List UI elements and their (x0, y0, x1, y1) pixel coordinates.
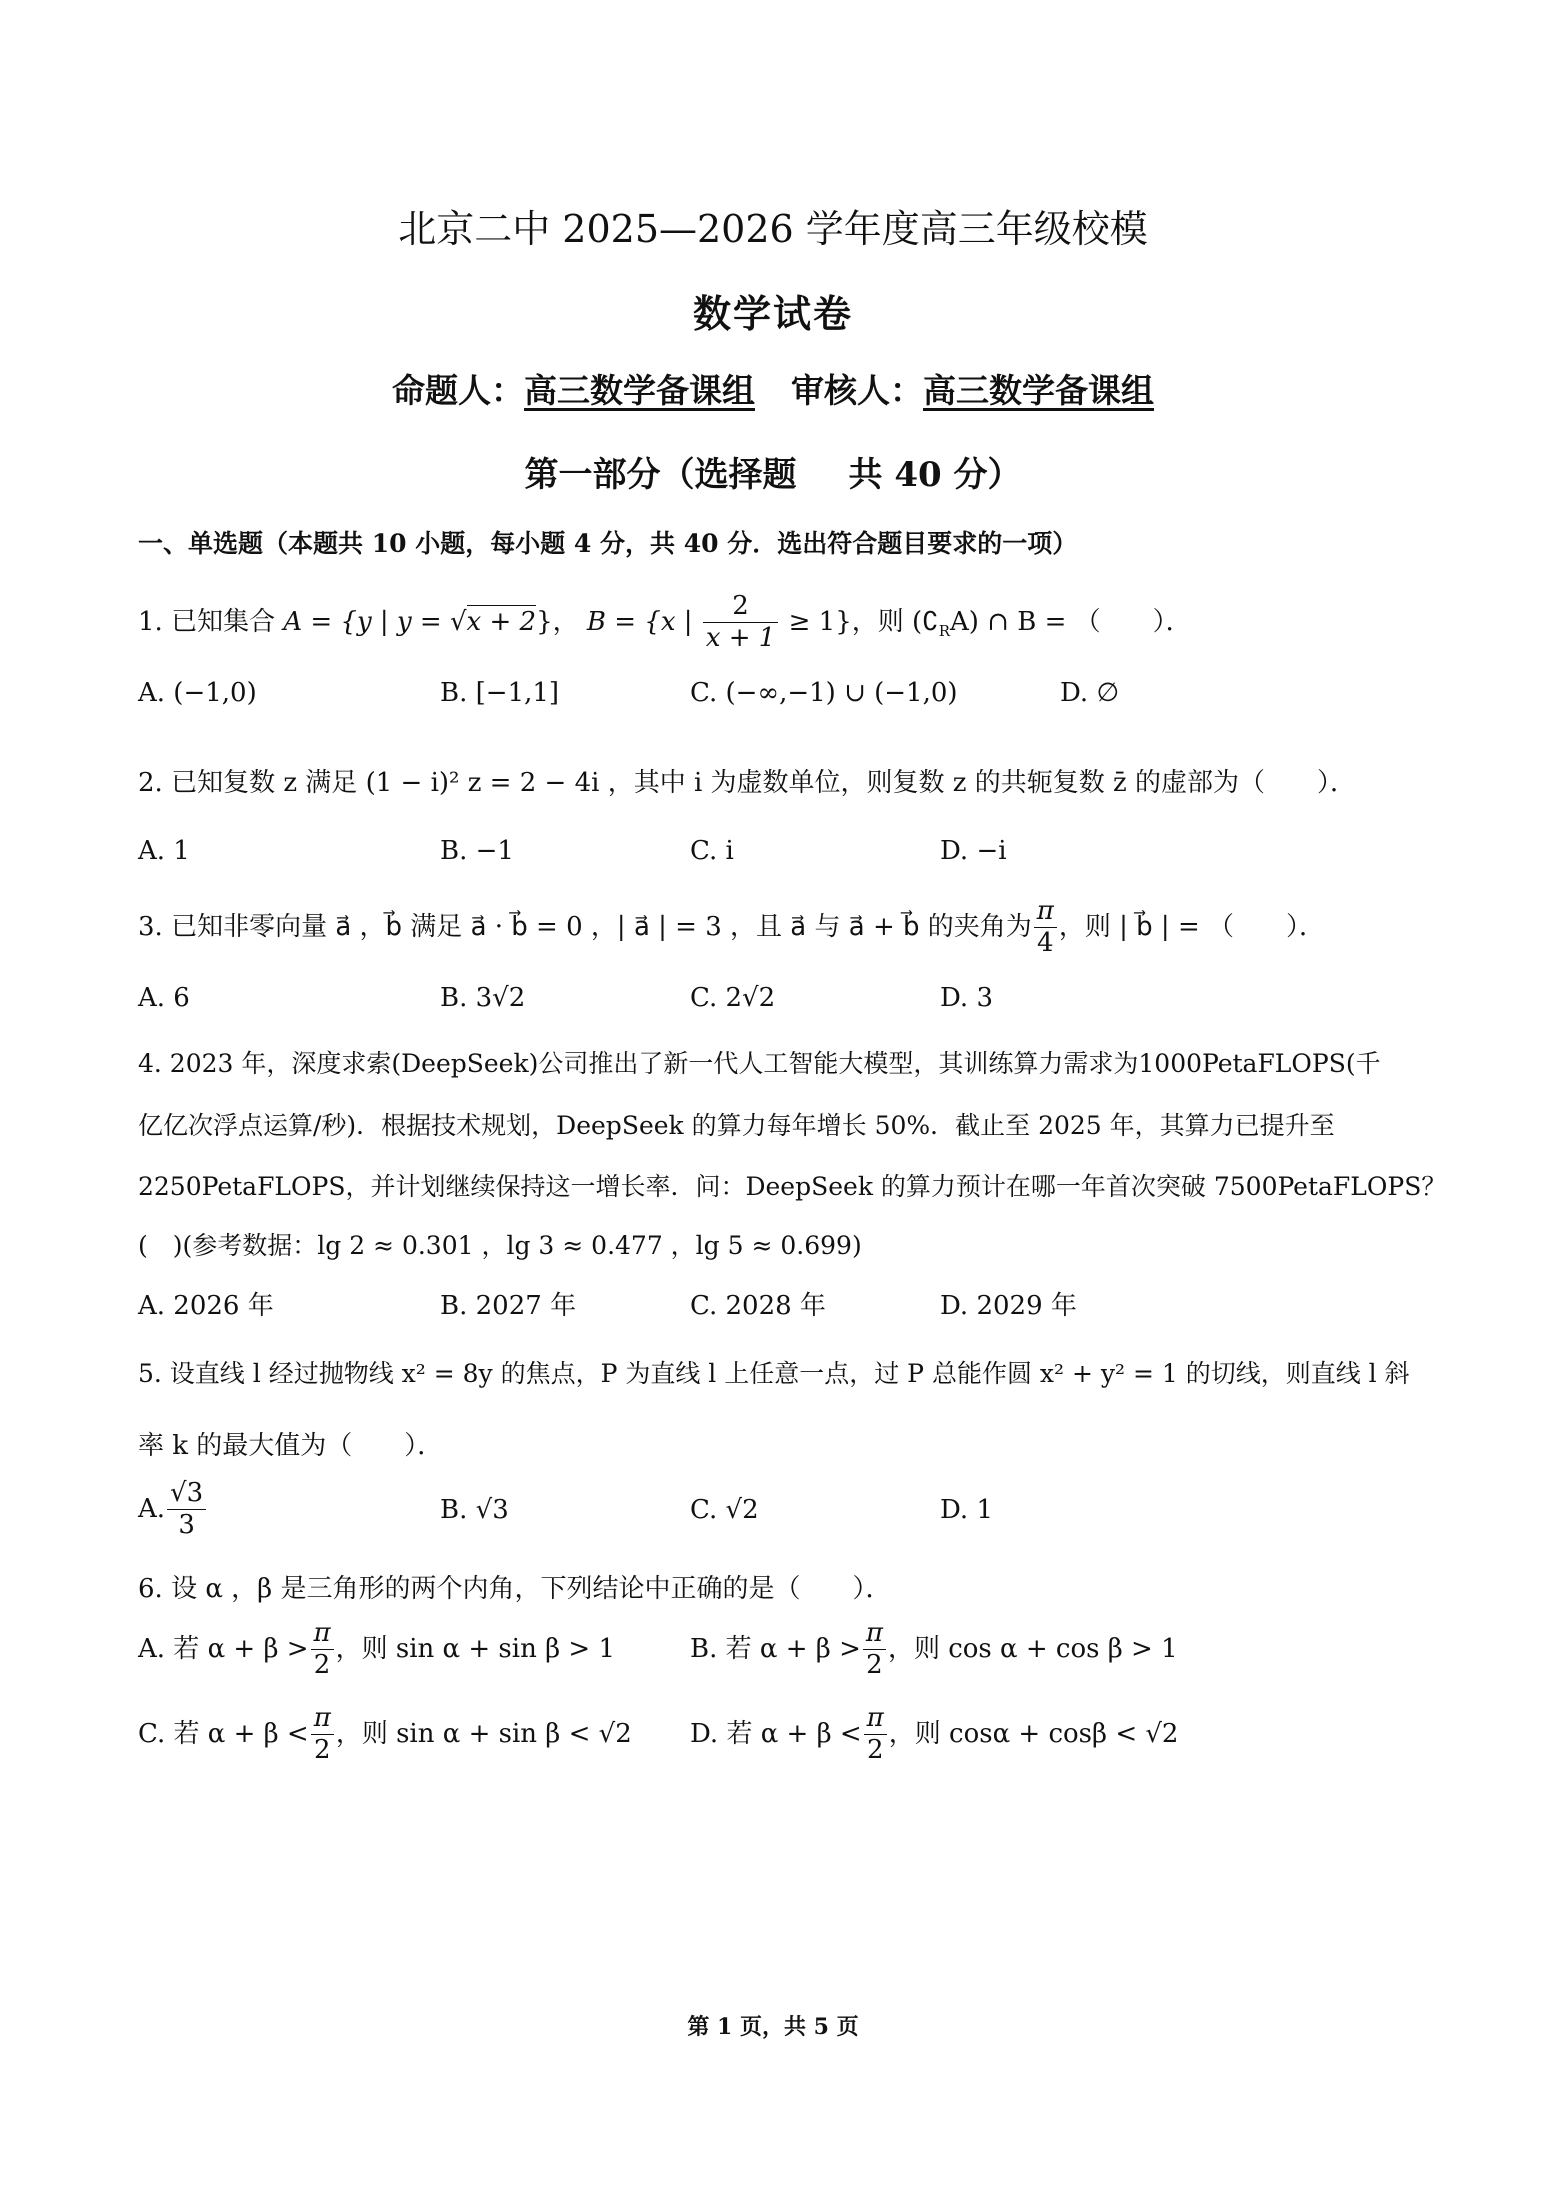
q6-option-a-den: 2 (313, 1650, 331, 1681)
q6-option-b-post: ，则 cos α + cos β > 1 (887, 1633, 1178, 1664)
question-6-stem: 6. 设 α ，β 是三角形的两个内角，下列结论中正确的是（ ）． (138, 1574, 892, 1604)
q6-option-b-num: π (863, 1620, 886, 1650)
q6-option-a-post: ，则 sin α + sin β > 1 (335, 1633, 615, 1664)
q3-fraction (1034, 898, 1057, 958)
question-4-line-3: 2250PetaFLOPS，并计划继续保持这一增长率．问：DeepSeek 的算力预计在哪一年首次突破 7500PetaFLOPS？ (138, 1172, 1447, 1201)
q1-option-d: D. ∅ (1060, 678, 1120, 708)
q2-option-a: A. 1 (138, 836, 190, 866)
q6-option-c-den: 2 (313, 1735, 331, 1766)
q6-option-a-num: π (311, 1620, 334, 1650)
q5-option-a-fraction (167, 1480, 206, 1540)
q3-fraction-den: 4 (1037, 928, 1054, 959)
q1-fraction (703, 593, 779, 653)
q6-option-c-fraction (311, 1705, 334, 1765)
q6-option-c (138, 1705, 632, 1765)
q3-tail: ，则 | b⃗ | = （ ）． (1058, 911, 1325, 942)
section-heading: 一、单选题（本题共 10 小题，每小题 4 分，共 40 分．选出符合题目要求的一项） (138, 529, 1078, 558)
q2-option-b: B. −1 (440, 836, 514, 866)
q4-option-b: B. 2027 年 (440, 1291, 577, 1321)
q5-option-a-den: 3 (178, 1510, 195, 1541)
q6-option-d-pre: D. 若 α + β < (690, 1718, 862, 1749)
q6-option-b-pre: B. 若 α + β > (690, 1633, 861, 1664)
question-1-stem: 1. 已知集合 A = {y | y = √x + 2}， B = {x | $\frac{2}{x + 1}$ ≥ 1}，则 $(∁_RA)$ ∩ B = （ ）． (138, 591, 1192, 654)
q1-tail-sub: R (938, 621, 950, 640)
q1-set-b-end: ≥ 1}，则 (780, 606, 904, 637)
question-4-line-2: 亿亿次浮点运算/秒)．根据技术规划，DeepSeek 的算力每年增长 50%．截止至 2025 年，其算力已提升至 (138, 1111, 1335, 1140)
question-4-line-1: 4. 2023 年，深度求索(DeepSeek)公司推出了新一代人工智能大模型，其训练算力需求为1000PetaFLOPS(千 (138, 1049, 1381, 1078)
question-5-line-1: 5. 设直线 l 经过抛物线 x² = 8y 的焦点，P 为直线 l 上任意一点，过 P 总能作圆 x² + y² = 1 的切线，则直线 l 斜 (138, 1359, 1410, 1388)
q1-lead: 1. 已知集合 (138, 606, 284, 637)
q3-option-d: D. 3 (940, 983, 993, 1013)
q3-option-c: C. 2√2 (690, 983, 776, 1013)
part-heading-b: 共 40 分） (848, 455, 1022, 495)
q5-option-c: C. √2 (690, 1495, 759, 1525)
question-3-stem (138, 898, 1325, 958)
q5-option-b: B. √3 (440, 1495, 509, 1525)
q4-option-a: A. 2026 年 (138, 1291, 274, 1321)
q3-fraction-num: π (1034, 898, 1057, 928)
question-2-stem: 2. 已知复数 z 满足 (1 − i)² z = 2 − 4i ，其中 i 为虚数单位，则复数 z 的共轭复数 z̄ 的虚部为（ ）． (138, 768, 1357, 798)
q1-radicand: x + 2 (466, 606, 537, 637)
q6-option-b-den: 2 (866, 1650, 883, 1681)
q4-option-c: C. 2028 年 (690, 1291, 826, 1321)
part-heading-a: 第一部分（选择题 (524, 455, 797, 495)
question-5-line-2: 率 k 的最大值为（ ）． (138, 1431, 444, 1461)
q1-tail2: A) ∩ B = （ ）． (950, 606, 1192, 637)
question-4-line-4: ( )(参考数据：lg 2 ≈ 0.301 ，lg 3 ≈ 0.477 ，lg 5 ≈ 0.699) (138, 1231, 862, 1260)
q3-option-b: B. 3√2 (440, 983, 526, 1013)
q1-fraction-den: x + 1 (705, 623, 776, 654)
q5-option-a-label: A. (138, 1493, 166, 1524)
q6-option-d-post: ，则 cosα + cosβ < √2 (888, 1718, 1179, 1749)
q6-option-c-post: ，则 sin α + sin β < √2 (335, 1718, 632, 1749)
q6-option-a-fraction (311, 1620, 334, 1680)
q6-option-d-den: 2 (866, 1735, 884, 1766)
exam-title: 北京二中 2025—2026 学年度高三年级校模 (398, 207, 1148, 251)
q6-option-c-num: π (311, 1705, 334, 1735)
q1-set-a-end: }， (536, 606, 579, 637)
q1-set-b: B = {x | (586, 606, 701, 637)
q1-option-c: C. (−∞,−1) ∪ (−1,0) (690, 678, 958, 708)
authors-line (0, 365, 1546, 412)
q6-option-a (138, 1620, 615, 1680)
q1-tail: (∁ (912, 606, 939, 637)
q6-option-b (690, 1620, 1178, 1680)
q1-fraction-num: 2 (703, 593, 779, 623)
reviewer-name: 高三数学备课组 (923, 371, 1154, 410)
q1-set-a: A = {y | y = (283, 606, 450, 637)
q1-option-b: B. [−1,1] (440, 678, 560, 708)
q6-option-d-fraction (864, 1705, 887, 1765)
q6-option-d-num: π (864, 1705, 887, 1735)
q5-option-a-num: √3 (167, 1480, 206, 1510)
q1-option-a: A. (−1,0) (138, 678, 257, 708)
q6-option-c-pre: C. 若 α + β < (138, 1718, 309, 1749)
exam-subtitle: 数学试卷 (692, 291, 853, 336)
page-footer: 第 1 页，共 5 页 (687, 2014, 859, 2040)
q2-option-c: C. i (690, 836, 734, 866)
q6-option-a-pre: A. 若 α + β > (138, 1633, 309, 1664)
q3-option-a: A. 6 (138, 983, 190, 1013)
part-heading (0, 447, 1546, 496)
q3-lead: 3. 已知非零向量 a⃗ ，b⃗ 满足 a⃗ · b⃗ = 0 ，| a⃗ | = 3 ，且 a⃗ 与 a⃗ + b⃗ 的夹角为 (138, 911, 1032, 942)
reviewer-label: 审核人： (791, 371, 923, 410)
q5-option-d: D. 1 (940, 1495, 993, 1525)
q5-option-a (138, 1480, 208, 1540)
q4-option-d: D. 2029 年 (940, 1291, 1077, 1321)
setter-name: 高三数学备课组 (524, 371, 755, 410)
q6-option-d (690, 1705, 1178, 1765)
setter-label: 命题人： (392, 371, 524, 410)
q6-option-b-fraction (863, 1620, 886, 1680)
q2-option-d: D. −i (940, 836, 1007, 866)
